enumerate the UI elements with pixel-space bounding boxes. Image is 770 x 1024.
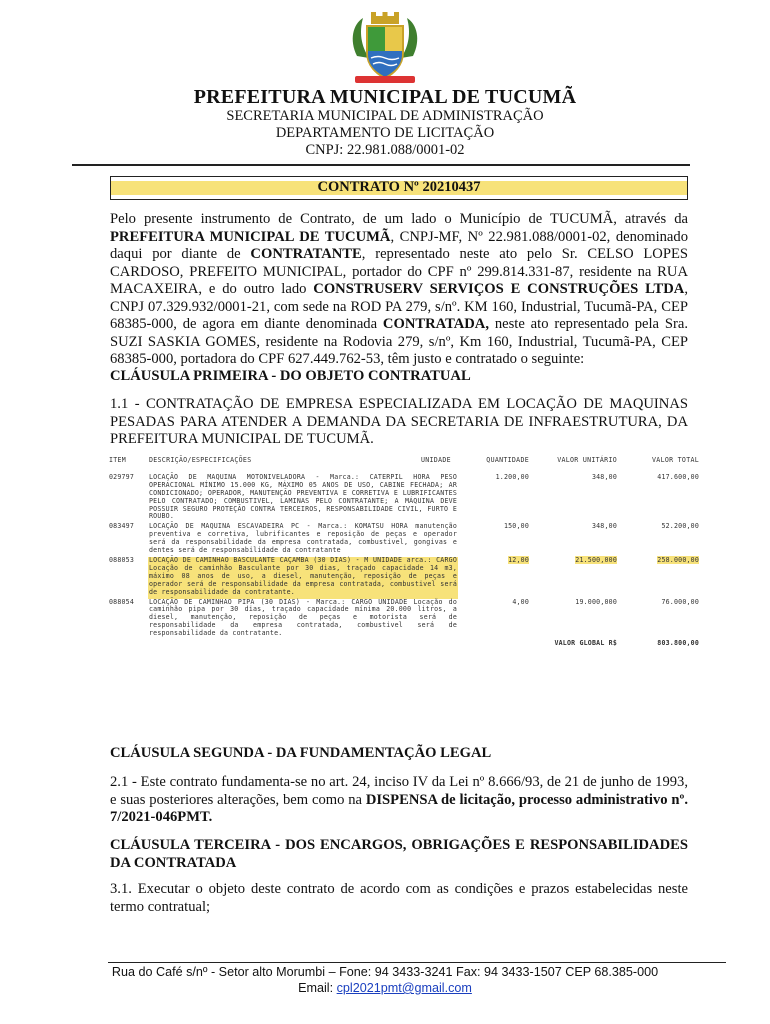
row-total: 417.600,00 [657, 472, 699, 481]
clause-1-heading: CLÁUSULA PRIMEIRA - DO OBJETO CONTRATUAL [110, 368, 471, 384]
table-row [108, 523, 700, 557]
clause-2-text [110, 774, 688, 827]
col-unit: UNIDADE [421, 456, 451, 464]
col-description: DESCRIÇÃO/ESPECIFICAÇÕES [149, 456, 252, 464]
row-unit-value: 348,00 [591, 472, 617, 481]
footer-email-label: Email: [298, 981, 337, 995]
row-total [618, 557, 700, 599]
clause-2-text-bold: DISPENSA de licitação, processo administrativo nº. 7/2021-046PMT. [110, 791, 688, 825]
intro-bold-2: CONTRATANTE [250, 246, 362, 262]
row-description [148, 557, 458, 599]
row-unit-value: 19.000,000 [575, 597, 617, 606]
row-unit-value-text: 21.500,000 [575, 555, 617, 564]
row-quantity: 4,00 [512, 597, 529, 606]
col-unit-value: VALOR UNITÁRIO [557, 456, 617, 464]
row-total-text: 258.000,00 [657, 555, 699, 564]
intro-text-1: Pelo presente instrumento de Contrato, de um lado o Município de TUCUMÃ, através da [110, 211, 688, 227]
row-description: LOCAÇÃO DE MAQUINA MOTONIVELADORA - Marca.: CATERPIL HORA PESO OPERACIONAL MÍNIMO 15.000 KG, MÁXIMO 05 ANOS DE USO, CABINE FECHADA; AR CONDICIONADO; OPERADOR, MANUTENÇÃO PREVENTIVA E CORRETIVA E LUBRIFICANTES PELO CONTRATADO; COMBUSTIVEL, LAMINAS PELO CONTRATANTE; A MÁQUINA DEVE POSSUIR SEGURO PROTEÇÃO CONTRA TERCEIROS, RESPONSABILIDADE CIVIL, FURTO E ROUBO. [149, 472, 457, 521]
email-link[interactable]: cpl2021pmt@gmail.com [336, 981, 472, 995]
clause-3-text: 3.1. Executar o objeto deste contrato de acordo com as condições e prazos estabelecidas neste termo contratual; [110, 881, 688, 915]
row-unit-value [530, 557, 618, 599]
intro-text-2: , CNPJ-MF, Nº 22.981.088/0001-02, denominado daqui por diante de [110, 228, 689, 262]
col-item: ITEM [109, 456, 127, 464]
table-row [108, 474, 700, 523]
intro-bold-1: PREFEITURA MUNICIPAL DE TUCUMÃ [110, 228, 391, 245]
municipality-title: PREFEITURA MUNICIPAL DE TUCUMÃ [193, 86, 577, 108]
row-description: LOCAÇÃO DE CAMINHAO PIPA (30 DIAS) - Marca.: CARGO UNIDADE Locação do caminhão pipa por 30 dias, traçado capacidade mínima 20.000 litros, a diesel, manutenção, reposição de peças e motorista será de responsabilidade da empresa contratada, combustivel será de responsabilidade da contratante. [149, 597, 457, 638]
intro-text-4: , CNPJ 07.329.932/0001-21, com sede na ROD PA 279, s/nº. KM 160, Industrial, Tucumã-PA, CEP 68385-000, de agora em diante denominada [110, 281, 688, 332]
items-table [108, 457, 700, 650]
intro-text-3: , representado neste ato pelo Sr. CELSO LOPES CARDOSO, PREFEITO MUNICIPAL, portador do CPF nº 299.814.331-87, residente na RUA MACAXEIRA, e do outro lado [110, 246, 688, 297]
department-line: DEPARTAMENTO DE LICITAÇÃO [275, 125, 495, 141]
intro-text-5: neste ato representado pela Sra. SUZI SASKIA GOMES, residente na Rodovia 279, s/nº, Km 160, Industrial, Tucumã-PA, CEP 68385-000, portadora do CPF 627.449.762-53, têm justo e contratado o seguinte: [110, 316, 688, 367]
secretariat-line: SECRETARIA MUNICIPAL DE ADMINISTRAÇÃO [226, 108, 544, 124]
table-row-highlighted [108, 557, 700, 599]
row-item: 083497 [109, 522, 135, 531]
row-item: 088054 [109, 597, 135, 606]
intro-paragraph [110, 211, 688, 369]
contract-number-box [110, 176, 688, 200]
total-spacer [108, 640, 530, 650]
items-table-header [108, 457, 700, 474]
col-total: VALOR TOTAL [652, 456, 699, 464]
contract-number: CONTRATO Nº 20210437 [317, 179, 481, 195]
header-divider [72, 164, 690, 166]
footer-email-line [0, 980, 770, 997]
clause-3-heading: CLÁUSULA TERCEIRA - DOS ENCARGOS, OBRIGAÇÕES E RESPONSABILIDADES DA CONTRATADA [110, 837, 688, 871]
row-description: LOCAÇÃO DE MAQUINA ESCAVADEIRA PC - Marca.: KOMATSU HORA manutenção preventiva e corretiva, lubrificantes e reposição de peças e operador será da responsabilidade da empresa contratada, combustivel, gongivas e dentes será de responsabilidade da contratante [149, 522, 457, 555]
cnpj-line: CNPJ: 22.981.088/0001-02 [305, 142, 465, 158]
total-label: VALOR GLOBAL R$ [554, 639, 617, 648]
col-quantity: QUANTIDADE [486, 456, 529, 464]
municipal-coat-of-arms-icon [347, 10, 423, 86]
table-row [108, 599, 700, 641]
row-quantity: 150,00 [503, 522, 529, 531]
intro-bold-4: CONTRATADA, [382, 316, 489, 332]
clause-2-text-plain: 2.1 - Este contrato fundamenta-se no art. 24, inciso IV da Lei nº 8.666/93, de 21 de junho de 1993, e suas posteriores alterações, bem como na [110, 774, 688, 808]
row-total: 52.200,00 [661, 522, 699, 531]
row-total: 76.000,00 [661, 597, 699, 606]
clause-2-heading: CLÁUSULA SEGUNDA - DA FUNDAMENTAÇÃO LEGAL [110, 745, 492, 761]
total-row [108, 640, 700, 650]
row-item: 029797 [109, 472, 135, 481]
row-quantity [458, 557, 530, 599]
clause-1-text: 1.1 - CONTRATAÇÃO DE EMPRESA ESPECIALIZADA EM LOCAÇÃO DE MAQUINAS PESADAS PARA ATENDER A DEMANDA DA SECRETARIA DE INFRAESTRUTURA, DA PREFEITURA MUNICIPAL DE TUCUMÃ. [110, 396, 688, 447]
footer-divider [108, 962, 726, 963]
total-value: 803.800,00 [657, 639, 699, 648]
footer-address: Rua do Café s/nº - Setor alto Morumbi – Fone: 94 3433-3241 Fax: 94 3433-1507 CEP 68.385-000 [111, 965, 659, 979]
row-quantity: 1.200,00 [495, 472, 529, 481]
row-description-text: LOCAÇÃO DE CAMINHAO BASCULANTE CAÇAMBA (30 DIAS) - M UNIDADE arca.: CARGO Locação de caminhão Basculante por 30 dias, traçado capacidade 14 m3, máximo 08 anos de uso, a diesel, manutenção, reposição de peças e operador será de responsabilidade da empresa contratada, combustivel será de responsabilidade da contratante. [149, 555, 457, 596]
row-quantity-text: 12,00 [508, 555, 529, 564]
intro-bold-3: CONSTRUSERV SERVIÇOS E CONSTRUÇÕES LTDA [313, 281, 685, 297]
row-item: 088053 [109, 555, 135, 564]
row-unit-value: 348,00 [591, 522, 617, 531]
